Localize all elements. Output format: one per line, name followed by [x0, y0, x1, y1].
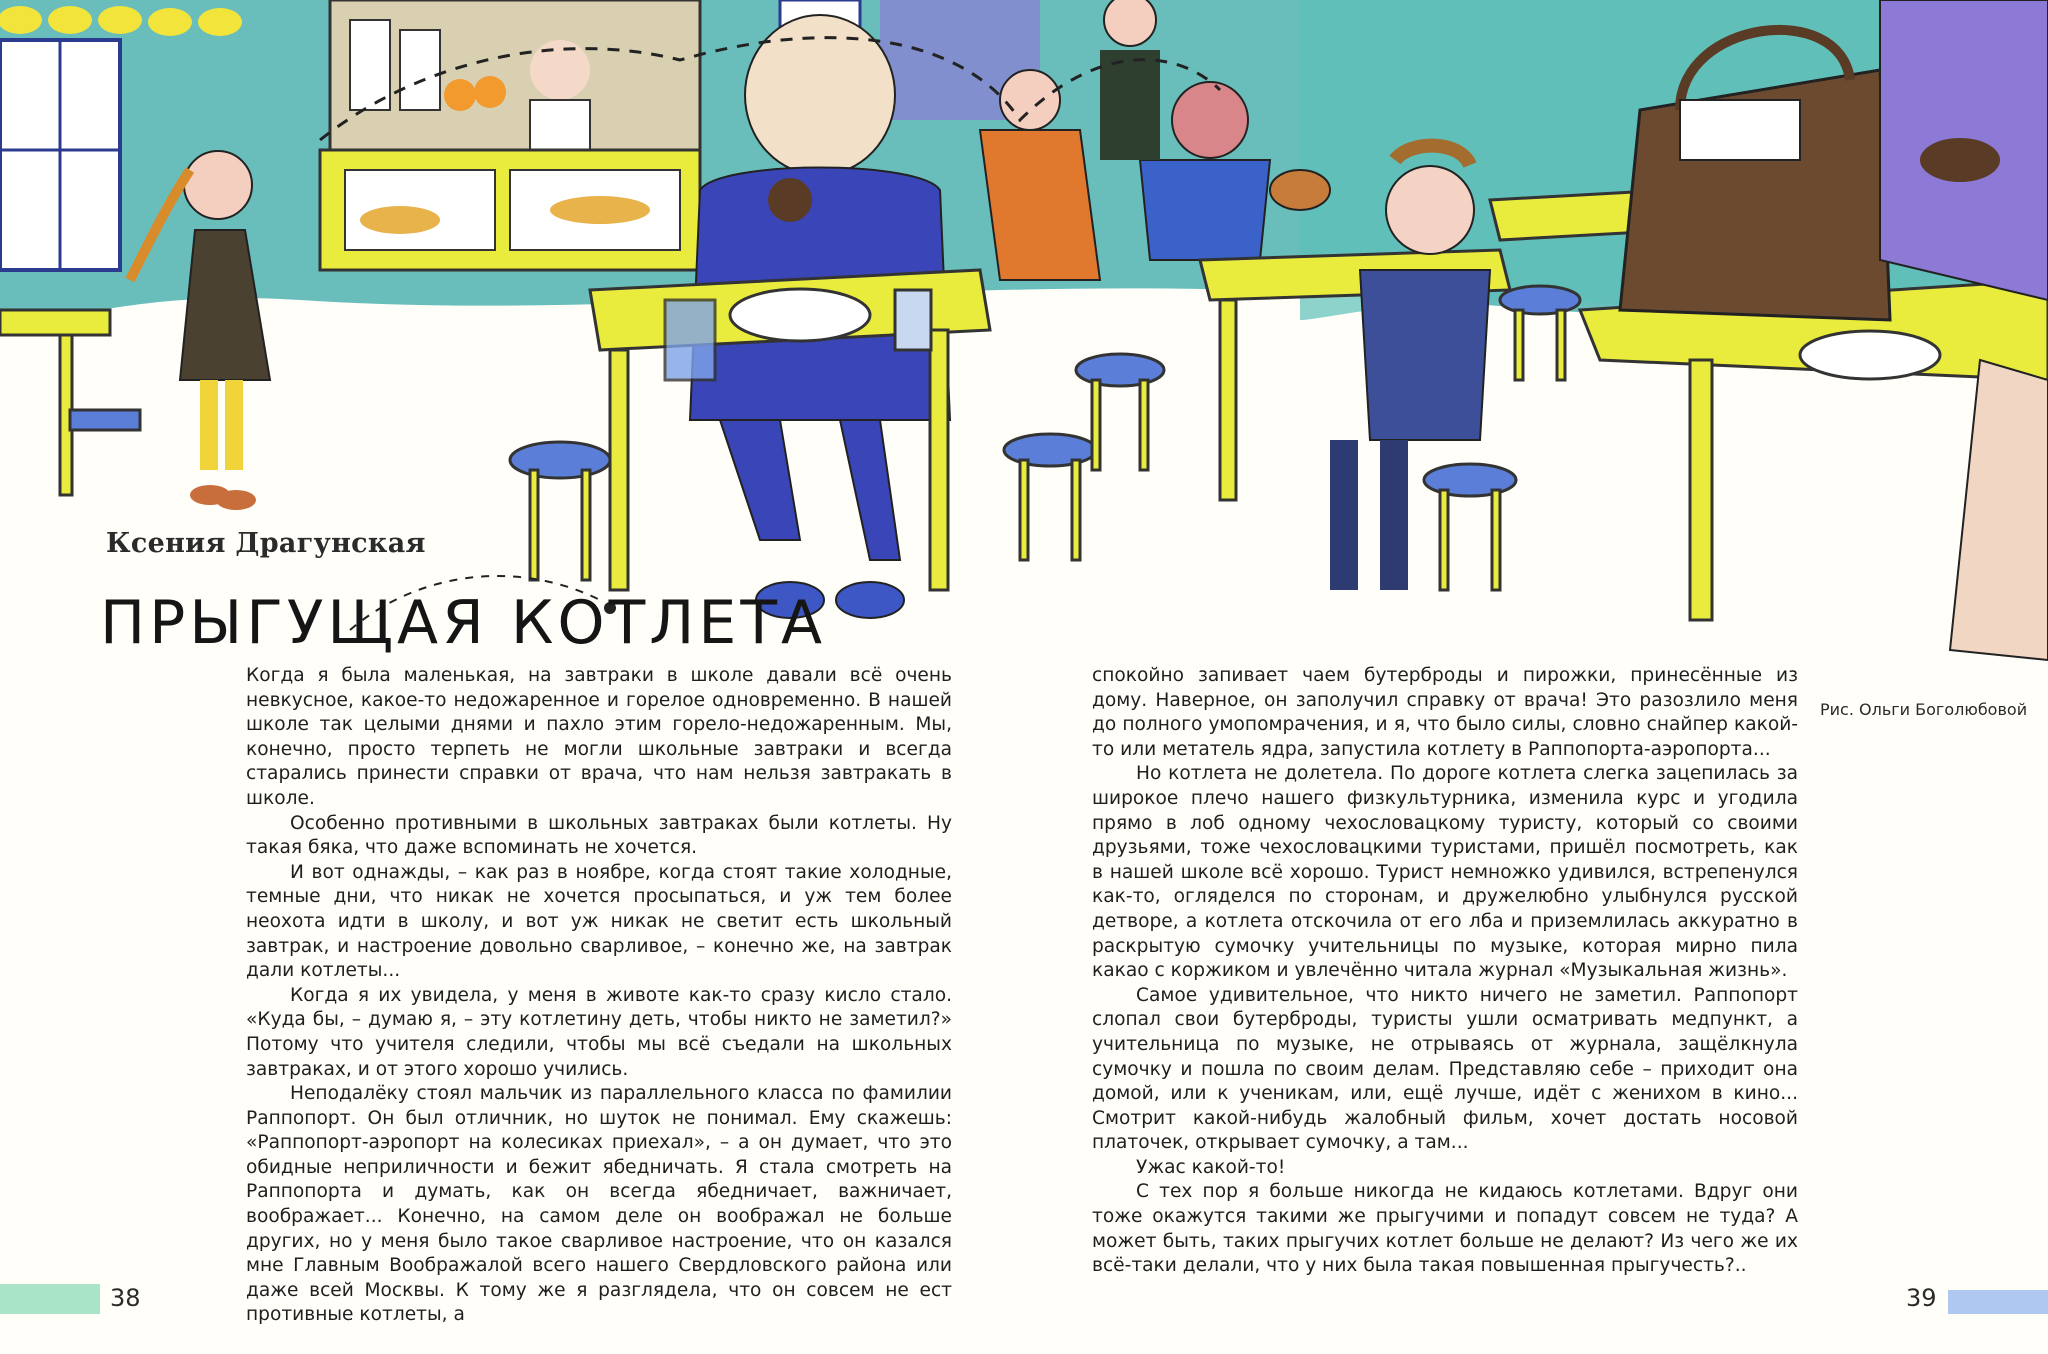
text-column-left [246, 664, 952, 1328]
paragraph: С тех пор я больше никогда не кидаюсь котлетами. Вдруг они тоже окажутся такими же прыгучими и попадут совсем не туда? А может быть, таких прыгучих котлет больше не делают? Из чего же их всё-таки делали, что у них была такая повышенная прыгучесть?.. [1092, 1181, 1798, 1277]
paragraph: спокойно запивает чаем бутерброды и пирожки, принесённые из дому. Наверное, он заполучил справку от врача! Это разозлило меня до полного умопомрачения, и я, что было силы, словно снайпер какой-то или метатель ядра, запустила котлету в Раппопорта-аэропорта... [1092, 665, 1798, 760]
page-number-left: 38 [110, 1284, 141, 1312]
page-bar-left [0, 1284, 100, 1314]
paragraph: Неподалёку стоял мальчик из параллельного класса по фамилии Раппопорт. Он был отличник, но шуток не понимал. Ему скажешь: «Раппопорт-аэропорт на колесиках приехал», – а он думает, что это обидные неприличности и бежит ябедничать. Я стала смотреть на Раппопорта и думать, как он всегда ябедничает, важничает, воображает... Конечно, на самом деле он воображал не больше других, но у меня было такое сварливое настроение, что он казался мне Главным Воображалой всего нашего Свердловского района или даже всей Москвы. К тому же я разглядела, что он совсем не ест противные котлеты, а [246, 1083, 952, 1326]
paragraph: Но котлета не долетела. По дороге котлета слегка зацепилась за широкое плечо нашего физкультурника, изменила курс и угодила прямо в лоб одному чехословацкому туристу, который со своими друзьями, тоже чехословацкими туристами, пришёл посмотреть, как в нашей школе всё хорошо. Турист немножко удивился, встрепенулся как-то, огляделся по сторонам, и дружелюбно улыбнулся русской детворе, а котлета отскочила от его лба и приземлилась аккуратно в раскрытую сумочку учительницы по музыке, которая мирно пила какао с коржиком и увлечённо читала журнал «Музыкальная жизнь». [1092, 763, 1798, 982]
paragraph: Самое удивительное, что никто ничего не заметил. Раппопорт слопал свои бутерброды, туристы ушли осматривать медпункт, а учительница по музыке, не отрываясь от журнала, защёлкнула сумочку и пошла по своим делам. Представляю себе – приходит она домой, или к ученикам, или, ещё лучше, идёт с женихом в кино... Смотрит какой-нибудь жалобный фильм, хочет достать носовой платочек, открывает сумочку, а там... [1092, 984, 1798, 1154]
paragraph: Когда я была маленькая, на завтраки в школе давали всё очень невкусное, какое-то недожаренное и горелое одновременно. В нашей школе так целыми днями и пахло этим горело-недожаренным. Мы, конечно, просто терпеть не могли школьные завтраки и всегда старались принести справки от врача, что нам нельзя завтракать в школе. [246, 665, 952, 809]
text-column-right [1092, 664, 1798, 1279]
page-number-right: 39 [1906, 1284, 1937, 1312]
author-name: Ксения Драгунская [106, 528, 426, 559]
paragraph: Когда я их увидела, у меня в животе как-то сразу кисло стало. «Куда бы, – думаю я, – эту котлетину деть, чтобы никто не заметил?» Потому что учителя следили, чтобы мы всё съедали на школьных завтраках, и от этого хорошо учились. [246, 984, 952, 1080]
paragraph: Ужас какой-то! [1136, 1156, 1286, 1178]
paragraph: И вот однажды, – как раз в ноябре, когда стоят такие холодные, темные дни, что никак не хочется просыпаться, и уж тем более неохота идти в школу, и вот уж никак не светит есть школьный завтрак, и настроение довольно сварливое, – конечно же, на завтрак дали котлеты... [246, 861, 952, 982]
window-left [0, 40, 120, 270]
illustration-credit: Рис. Ольги Боголюбовой [1820, 700, 2028, 719]
buffet-counter [320, 0, 700, 270]
article-title: ПРЫГУЩАЯ КОТЛЕТА [100, 588, 827, 658]
page-bar-right [1948, 1290, 2048, 1314]
paragraph: Особенно противными в школьных завтраках были котлеты. Ну такая бяка, что даже вспоминать не хочется. [246, 812, 952, 859]
